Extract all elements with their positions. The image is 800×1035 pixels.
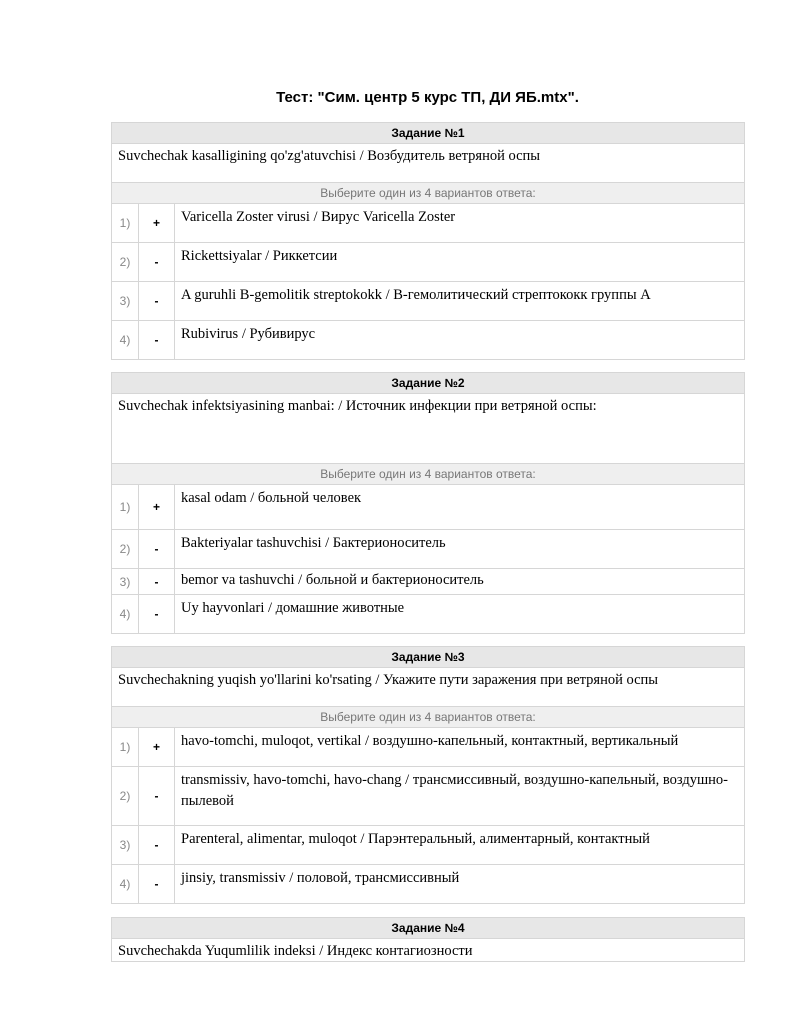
answer-row: [112, 485, 744, 530]
answer-mark: -: [139, 767, 175, 825]
choose-instruction: Выберите один из 4 вариантов ответа:: [112, 707, 744, 728]
task-header: Задание №3: [112, 647, 744, 668]
answer-number: 2): [112, 530, 139, 568]
task-3: [111, 646, 745, 904]
question-text: Suvchechak infektsiyasining manbai: / Источник инфекции при ветряной оспы:: [112, 394, 744, 464]
answer-row: [112, 243, 744, 282]
answer-text: bemor va tashuvchi / больной и бактерионоситель: [181, 572, 484, 588]
answer-text: Rubivirus / Рубивирус: [181, 326, 316, 342]
answer-mark: -: [139, 826, 175, 864]
answer-mark: +: [139, 485, 175, 529]
answer-number: 4): [112, 321, 139, 359]
answer-number: 4): [112, 865, 139, 903]
question-text: Suvchechakning yuqish yo'llarini ko'rsating / Укажите пути заражения при ветряной оспы: [112, 668, 744, 707]
answer-row: [112, 728, 744, 767]
answer-row: [112, 865, 744, 903]
answer-number: 1): [112, 485, 139, 529]
answer-row: [112, 204, 744, 243]
answer-mark: -: [139, 569, 175, 594]
task-header: Задание №4: [112, 918, 744, 939]
answer-mark: -: [139, 321, 175, 359]
answer-mark: -: [139, 595, 175, 633]
answer-mark: +: [139, 204, 175, 242]
question-text: Suvchechakda Yuqumlilik indeksi / Индекс контагиозности: [118, 943, 473, 959]
answer-mark: -: [139, 282, 175, 320]
answer-row: [112, 569, 744, 595]
task-header: Задание №2: [112, 373, 744, 394]
task-2: [111, 372, 745, 634]
answer-text: transmissiv, havo-tomchi, havo-chang / трансмиссивный, воздушно-капельный, воздушно- пылевой: [181, 772, 728, 809]
answer-text: Parenteral, alimentar, muloqot / Парэнтеральный, алиментарный, контактный: [181, 831, 650, 847]
answer-text: Uy hayvonlari / домашние животные: [181, 600, 405, 616]
answer-text: Varicella Zoster virusi / Вирус Varicella Zoster: [181, 209, 456, 225]
answer-mark: -: [139, 243, 175, 281]
answer-row: [112, 767, 744, 826]
answer-number: 3): [112, 826, 139, 864]
answer-number: 3): [112, 569, 139, 594]
answer-text: Rickettsiyalar / Риккетсии: [181, 248, 338, 264]
answer-row: [112, 321, 744, 359]
choose-instruction: Выберите один из 4 вариантов ответа:: [112, 183, 744, 204]
task-4: [111, 917, 745, 962]
answer-number: 2): [112, 243, 139, 281]
answer-mark: -: [139, 530, 175, 568]
answer-number: 1): [112, 728, 139, 766]
answer-text: havo-tomchi, muloqot, vertikal / воздушно-капельный, контактный, вертикальный: [181, 733, 679, 749]
answer-text: jinsiy, transmissiv / половой, трансмиссивный: [181, 870, 460, 886]
answer-row: [112, 282, 744, 321]
answer-number: 3): [112, 282, 139, 320]
answer-row: [112, 826, 744, 865]
answer-number: 2): [112, 767, 139, 825]
answer-row: [112, 530, 744, 569]
choose-instruction: Выберите один из 4 вариантов ответа:: [112, 464, 744, 485]
answer-row: [112, 595, 744, 633]
answer-mark: -: [139, 865, 175, 903]
task-1: [111, 122, 745, 360]
document-title: Тест: "Сим. центр 5 курс ТП, ДИ ЯБ.mtx".: [276, 89, 579, 106]
task-header: Задание №1: [112, 123, 744, 144]
question-text: Suvchechak kasalligining qo'zg'atuvchisi / Возбудитель ветряной оспы: [112, 144, 744, 183]
answer-text: A guruhli B-gemolitik streptokokk / В-гемолитический стрептококк группы А: [181, 287, 651, 303]
answer-text: kasal odam / больной человек: [181, 490, 362, 506]
answer-number: 4): [112, 595, 139, 633]
answer-number: 1): [112, 204, 139, 242]
answer-text: Bakteriyalar tashuvchisi / Бактерионоситель: [181, 535, 446, 551]
answer-mark: +: [139, 728, 175, 766]
